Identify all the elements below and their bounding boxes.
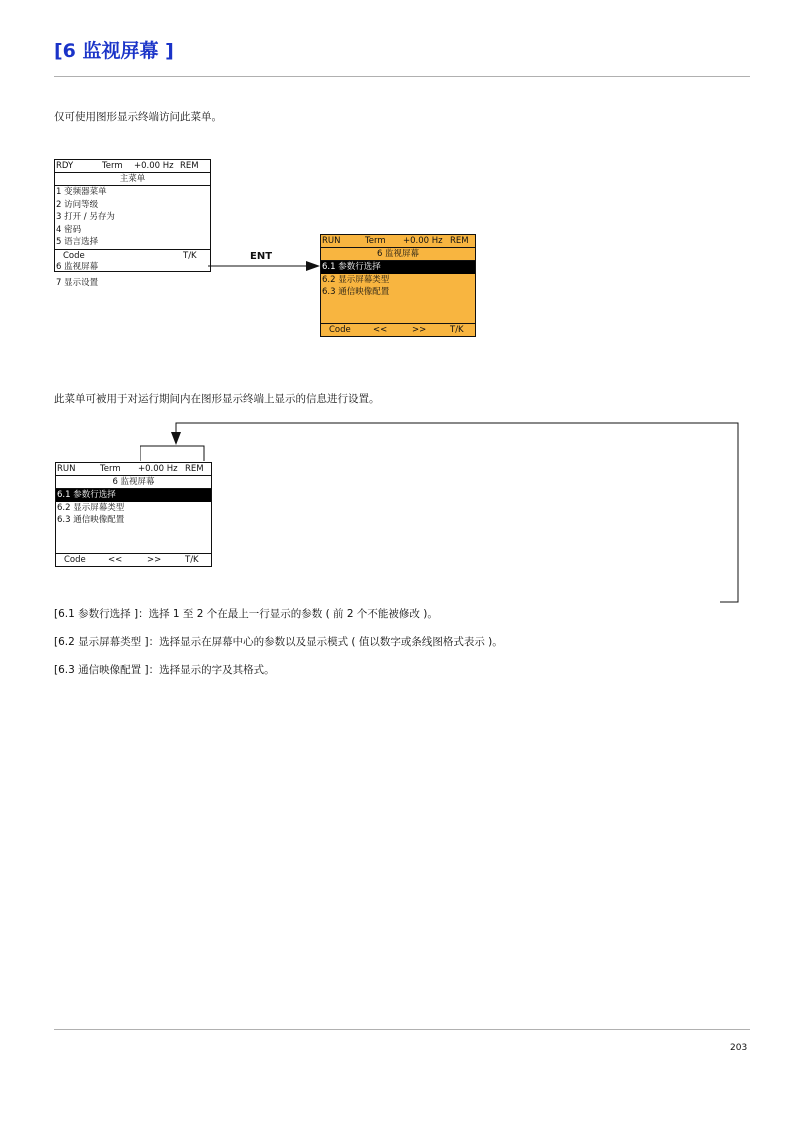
status-rem: REM — [185, 464, 204, 474]
menu-item-password[interactable]: 4 密码 — [56, 224, 82, 235]
status-frequency: +0.00 Hz — [134, 161, 174, 171]
tk-key[interactable]: T/K — [450, 325, 464, 335]
status-term: Term — [365, 236, 386, 246]
screen-header: 主菜单 — [55, 173, 210, 186]
status-state: RDY — [56, 161, 74, 171]
menu-item-screen-type[interactable]: 6.2 显示屏幕类型 — [57, 502, 125, 513]
function-key-row — [56, 553, 211, 566]
next-key[interactable]: >> — [412, 325, 427, 335]
item-desc-screen-type: [6.2 显示屏幕类型 ]：选择显示在屏幕中心的参数以及显示模式 ( 值以数字或条线图格式表示 )。 — [54, 636, 503, 648]
status-rem: REM — [180, 161, 199, 171]
intro-text: 仅可使用图形显示终端访问此菜单。 — [54, 111, 222, 123]
code-key[interactable]: Code — [329, 325, 351, 335]
ent-label: ENT — [250, 251, 273, 262]
function-key-row — [55, 249, 210, 262]
status-state: RUN — [322, 236, 341, 246]
item-desc-param-line: [6.1 参数行选择 ]：选择 1 至 2 个在最上一行显示的参数 ( 前 2 个不能被修改 )。 — [54, 608, 438, 620]
prev-key[interactable]: << — [108, 555, 123, 565]
code-key[interactable]: Code — [64, 555, 86, 565]
status-frequency: +0.00 Hz — [138, 464, 178, 474]
status-term: Term — [100, 464, 121, 474]
page-number: 203 — [730, 1043, 748, 1053]
code-key[interactable]: Code — [63, 250, 85, 261]
top-divider — [54, 76, 750, 77]
status-bar — [321, 235, 475, 248]
screen-header: 6 监视屏幕 — [56, 476, 211, 489]
menu-item-display-config[interactable]: 7 显示设置 — [56, 278, 99, 288]
ent-arrow — [208, 260, 320, 272]
menu-item-param-line[interactable]: 6.1 参数行选择 — [321, 261, 475, 274]
menu-item-param-line[interactable]: 6.1 参数行选择 — [56, 489, 211, 502]
status-rem: REM — [450, 236, 469, 246]
menu-item-language[interactable]: 5 语言选择 — [56, 237, 99, 247]
next-key[interactable]: >> — [147, 555, 162, 565]
menu-item-comm-map[interactable]: 6.3 通信映像配置 — [322, 287, 390, 297]
menu-item-open-save[interactable]: 3 打开 / 另存为 — [56, 212, 115, 222]
tk-key[interactable]: T/K — [185, 555, 199, 565]
status-bar — [55, 160, 210, 173]
function-key-row — [321, 323, 475, 336]
menu-item-comm-map[interactable]: 6.3 通信映像配置 — [57, 515, 125, 525]
menu-item-screen-type[interactable]: 6.2 显示屏幕类型 — [322, 274, 390, 285]
page-title: [6 监视屏幕 ] — [54, 40, 174, 62]
menu-item-drive[interactable]: 1 变频器菜单 — [56, 187, 107, 197]
status-state: RUN — [57, 464, 76, 474]
item-desc-comm-map: [6.3 通信映像配置 ]：选择显示的字及其格式。 — [54, 664, 275, 676]
main-menu-screen — [54, 159, 211, 272]
menu-item-access-level[interactable]: 2 访问等级 — [56, 199, 99, 210]
description-text: 此菜单可被用于对运行期间内在图形显示终端上显示的信息进行设置。 — [54, 393, 380, 405]
status-bar — [56, 463, 211, 476]
bottom-divider — [54, 1029, 750, 1030]
status-term: Term — [102, 161, 123, 171]
monitor-screen-orange — [320, 234, 476, 337]
prev-key[interactable]: << — [373, 325, 388, 335]
screen-header: 6 监视屏幕 — [321, 248, 475, 261]
loop-connector — [140, 417, 740, 605]
monitor-screen-white — [55, 462, 212, 567]
tk-key[interactable]: T/K — [183, 250, 197, 261]
menu-item-monitoring-selected[interactable]: 6 监视屏幕 — [56, 262, 99, 272]
status-frequency: +0.00 Hz — [403, 236, 443, 246]
